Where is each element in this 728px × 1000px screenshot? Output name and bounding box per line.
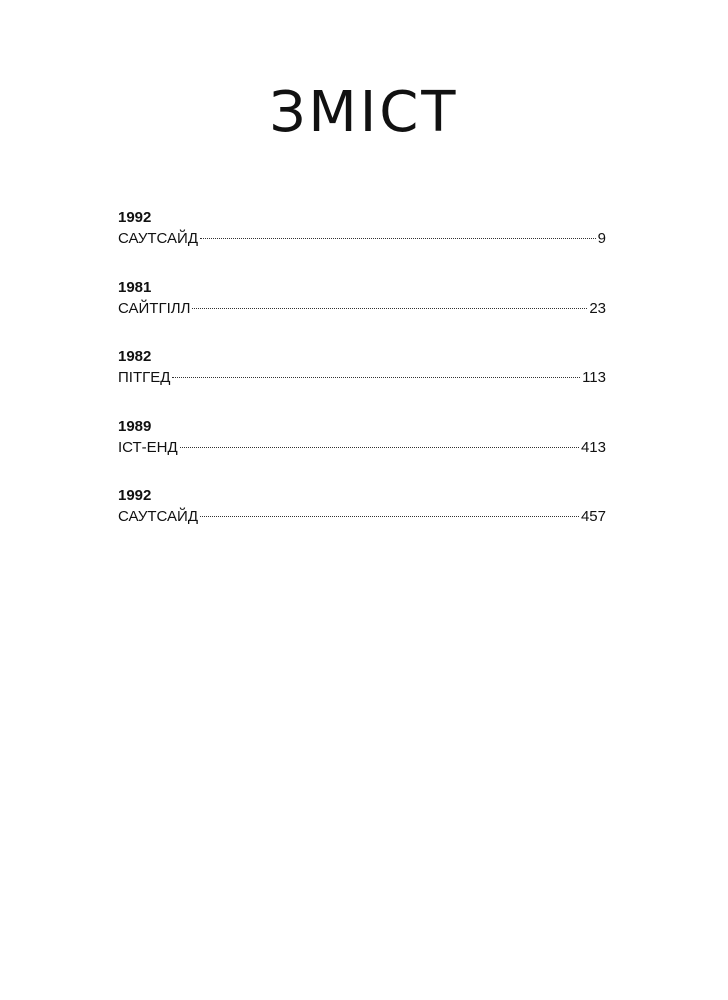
toc-entry-link[interactable] [118, 437, 606, 459]
page-title: ЗМІСТ [269, 80, 459, 145]
dot-leader [192, 308, 587, 309]
toc-entry-page-number: 23 [589, 299, 606, 317]
toc-entry-year: 1989 [118, 417, 152, 435]
toc-entry-link[interactable] [118, 367, 606, 389]
toc-entry-year: 1982 [118, 348, 152, 365]
table-of-contents [118, 208, 606, 556]
toc-entry-year: 1992 [118, 487, 152, 504]
toc-entry-year: 1992 [118, 209, 152, 226]
toc-entry [118, 347, 606, 417]
toc-entry [118, 208, 606, 278]
dot-leader [200, 238, 596, 239]
toc-entry-page-number: 113 [582, 369, 606, 386]
toc-entry-title: САУТСАЙД [118, 230, 198, 247]
toc-entry-page-number: 9 [597, 230, 606, 247]
dot-leader [200, 516, 579, 517]
toc-entry-title: ПІТГЕД [118, 369, 171, 386]
toc-entry-page-number: 413 [580, 438, 606, 456]
toc-entry [118, 486, 606, 556]
toc-entry-link[interactable] [118, 298, 606, 320]
dot-leader [172, 377, 580, 378]
toc-entry-link[interactable] [118, 228, 606, 250]
toc-entry-link[interactable] [118, 506, 606, 528]
toc-entry [118, 417, 606, 487]
toc-entry-year: 1981 [118, 278, 152, 296]
toc-entry-title: ІСТ-ЕНД [118, 438, 178, 456]
toc-entry [118, 278, 606, 348]
toc-entry-page-number: 457 [580, 508, 606, 525]
toc-entry-title: САУТСАЙД [118, 508, 198, 525]
dot-leader [180, 447, 579, 448]
toc-entry-title: САЙТГІЛЛ [118, 299, 191, 317]
